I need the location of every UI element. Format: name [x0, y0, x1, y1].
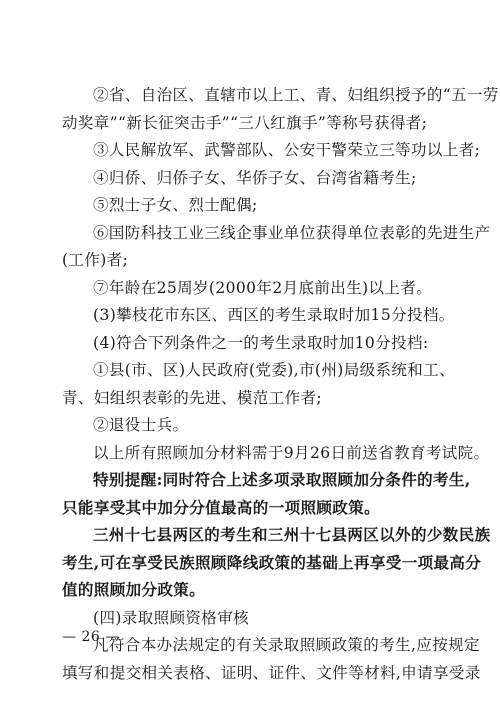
document-body — [62, 84, 499, 689]
text-line: ④归侨、归侨子女、华侨子女、台湾省籍考生; — [93, 168, 417, 187]
text-line: ⑥国防科技工业三线企事业单位获得单位表彰的先进生产 — [93, 223, 491, 242]
text-line: 动奖章”“新长征突击手”“三八红旗手”等称号获得者; — [62, 113, 428, 132]
text-line: (4)符合下列条件之一的考生录取时加10分投档: — [93, 333, 429, 352]
bold-text-line: 只能享受其中加分分值最高的一项照顾政策。 — [62, 497, 381, 517]
text-line: ⑦年龄在25周岁(2000年2月底前出生)以上者。 — [93, 278, 433, 297]
text-line: ②省、自治区、直辖市以上工、青、妇组织授予的“五一劳 — [93, 86, 499, 104]
section-heading: (四)录取照顾资格审核 — [93, 608, 249, 627]
text-line: (工作)者; — [62, 251, 129, 269]
page-number: — 26 — — [62, 629, 120, 645]
text-line: ①县(市、区)人民政府(党委),市(州)局级系统和工、 — [93, 361, 456, 379]
text-line: (3)攀枝花市东区、西区的考生录取时加15分投档。 — [93, 306, 455, 324]
bold-text-line: 三州十七县两区的考生和三州十七县两区以外的少数民族 — [93, 525, 491, 544]
bold-text-line: 特别提醒:同时符合上述多项录取照顾加分条件的考生, — [93, 470, 471, 489]
text-line: 填写和提交相关表格、证明、证件、文件等材料,申请享受录 — [62, 663, 481, 682]
text-line: ③人民解放军、武警部队、公安干警荣立三等功以上者; — [93, 141, 481, 159]
bold-text-line: 值的照顾加分政策。 — [62, 580, 206, 599]
text-line: ⑤烈士子女、烈士配偶; — [93, 196, 258, 214]
text-line: 青、妇组织表彰的先进、模范工作者; — [62, 388, 323, 407]
text-line: 凡符合本办法规定的有关录取照顾政策的考生,应按规定 — [93, 636, 480, 654]
text-line: ②退役士兵。 — [93, 416, 189, 434]
text-line: 以上所有照顾加分材料需于9月26日前送省教育考试院。 — [93, 443, 490, 462]
bold-text-line: 考生,可在享受民族照顾降线政策的基础上再享受一项最高分 — [62, 552, 482, 572]
